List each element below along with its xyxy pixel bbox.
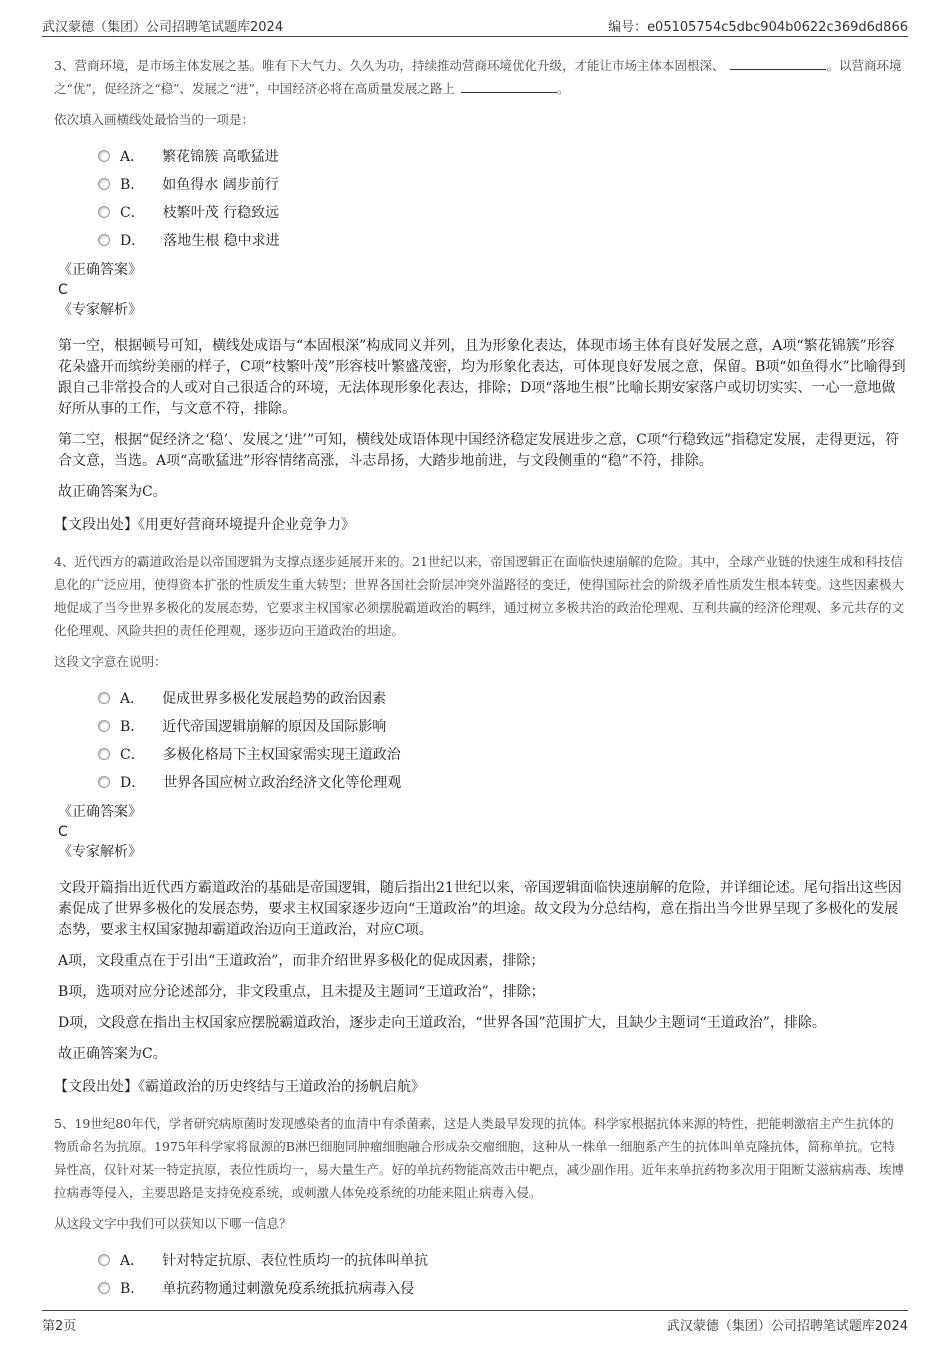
option-text: 单抗药物通过刺激免疫系统抵抗病毒入侵 (162, 1281, 415, 1297)
question-prompt: 从这段文字中我们可以获知以下哪一信息？ (54, 1216, 292, 1231)
option-d[interactable] (54, 768, 906, 796)
option-letter: C． (120, 205, 145, 221)
option-letter: B． (120, 719, 145, 735)
question-text-part: 3、营商环境，是市场主体发展之基。唯有下大气力、久久为功，持续推动营商环境优化升级，才能让市场主体本固根深、 (54, 58, 725, 73)
analysis-paragraph: 文段开篇指出近代西方霸道政治的基础是帝国逻辑，随后指出21世纪以来，帝国逻辑面临快速崩解的危险，并详细论述。尾句指出这些因素促成了世界多极化的发展态势，要求主权国家逐步迈向“王道政治”的坦途。故文段为分总结构，意在指出当今世界呈现了多极化的发展态势，要求主权国家抛却霸道政治迈向王道政治，对应C项。 (58, 880, 902, 938)
option-d[interactable] (54, 226, 906, 254)
option-text: 促成世界多极化发展趋势的政治因素 (162, 691, 387, 707)
header-title: 武汉蒙德（集团）公司招聘笔试题库2024 (42, 20, 284, 35)
option-letter: D． (120, 233, 146, 249)
expert-label: 《专家解析》 (58, 844, 142, 860)
option-letter: A． (120, 1253, 145, 1269)
option-b[interactable] (54, 170, 906, 198)
question-5 (54, 1112, 906, 1302)
answer-value: C (58, 282, 68, 298)
radio-icon[interactable] (98, 150, 110, 162)
radio-icon[interactable] (98, 720, 110, 732)
analysis-paragraph: A项，文段重点在于引出“王道政治”，而非介绍世界多极化的促成因素，排除； (58, 953, 545, 969)
radio-icon[interactable] (98, 206, 110, 218)
option-b[interactable] (54, 1274, 906, 1302)
analysis-paragraph: B项，选项对应分论述部分，非文段重点，且未提及主题词“王道政治”，排除； (58, 984, 545, 1000)
option-text: 近代帝国逻辑崩解的原因及国际影响 (162, 719, 387, 735)
answer-value: C (58, 824, 68, 840)
option-letter: B． (120, 177, 145, 193)
expert-label: 《专家解析》 (58, 302, 142, 318)
option-text: 落地生根 稳中求进 (163, 233, 280, 249)
page-header (42, 14, 908, 37)
option-letter: C． (120, 747, 145, 763)
radio-icon[interactable] (98, 1254, 110, 1266)
option-a[interactable] (54, 142, 906, 170)
option-letter: D． (120, 775, 146, 791)
footer-title: 武汉蒙德（集团）公司招聘笔试题库2024 (666, 1319, 908, 1334)
header-serial: 编号：e05105754c5dbc904b0622c369d6d866 (608, 20, 908, 35)
option-a[interactable] (54, 1246, 906, 1274)
question-text: 4、近代西方的霸道政治是以帝国逻辑为支撑点逐步延展开来的。21世纪以来，帝国逻辑正在面临快速崩解的危险。其中，全球产业链的快速生成和科技信息化的广泛应用，使得资本扩张的性质发生重大转型；世界各国社会阶层冲突外溢路径的变迁，使得国际社会的阶级矛盾性质发生根本转变。这些因素极大地促成了当今世界多极化的发展态势，它要求主权国家必须摆脱霸道政治的羁绊，通过树立多极共治的政治伦理观、互利共赢的经济伦理观、多元共存的文化伦理观、风险共担的责任伦理观，逐步迈向王道政治的坦途。 (54, 554, 905, 638)
radio-icon[interactable] (98, 748, 110, 760)
source-citation: 【文段出处】《霸道政治的历史终结与王道政治的扬帆启航》 (54, 1079, 425, 1095)
page-number: 第2页 (42, 1319, 77, 1334)
question-prompt: 依次填入画横线处最恰当的一项是： (54, 112, 255, 127)
option-letter: A． (120, 691, 145, 707)
answer-label: 《正确答案》 (58, 804, 142, 820)
question-3 (54, 54, 906, 536)
page-footer (42, 1310, 908, 1335)
option-text: 多极化格局下主权国家需实现王道政治 (162, 747, 401, 763)
option-text: 枝繁叶茂 行稳致远 (162, 205, 280, 221)
analysis-paragraph: 第二空，根据“促经济之‘稳’、发展之‘进’”可知，横线处成语体现中国经济稳定发展进步之意，C项“行稳致远”指稳定发展，走得更远，符合文意，当选。A项“高歌猛进”形容情绪高涨，斗志昂扬，大踏步地前进，与文段侧重的“稳”不符，排除。 (58, 432, 900, 469)
option-letter: A． (120, 149, 145, 165)
question-text-part: 。 (556, 81, 570, 96)
source-citation: 【文段出处】《用更好营商环境提升企业竞争力》 (54, 517, 355, 533)
option-a[interactable] (54, 684, 906, 712)
radio-icon[interactable] (98, 692, 110, 704)
question-4 (54, 550, 906, 1098)
blank-line (730, 57, 826, 70)
main-content (54, 54, 906, 1302)
blank-line (461, 80, 557, 93)
analysis-paragraph: D项，文段意在指出主权国家应摆脱霸道政治，逐步走向王道政治，“世界各国”范围扩大，且缺少主题词“王道政治”，排除。 (58, 1015, 826, 1031)
radio-icon[interactable] (98, 178, 110, 190)
question-text: 5、19世纪80年代，学者研究病原菌时发现感染者的血清中有杀菌素，这是人类最早发现的抗体。科学家根据抗体来源的特性，把能刺激宿主产生抗体的物质命名为抗原。1975年科学家将鼠源的B淋巴细胞同肿瘤细胞融合形成杂交瘤细胞，这种从一株单一细胞系产生的抗体叫单克隆抗体，简称单抗。它特异性高，仅针对某一特定抗原，表位性质均一，易大量生产。好的单抗药物能高效击中靶点，减少副作用。近年来单抗药物多次用于阻断艾滋病病毒、埃博拉病毒等侵入，主要思路是支持免疫系统，或刺激人体免疫系统的功能来阻止病毒入侵。 (54, 1116, 905, 1200)
option-c[interactable] (54, 740, 906, 768)
radio-icon[interactable] (98, 776, 110, 788)
question-prompt: 这段文字意在说明： (54, 654, 167, 669)
analysis-paragraph: 故正确答案为C。 (58, 1046, 167, 1062)
option-text: 世界各国应树立政治经济文化等伦理观 (163, 775, 402, 791)
option-text: 如鱼得水 阔步前行 (162, 177, 279, 193)
analysis-paragraph: 故正确答案为C。 (58, 484, 167, 500)
option-letter: B． (120, 1281, 145, 1297)
option-c[interactable] (54, 198, 906, 226)
option-b[interactable] (54, 712, 906, 740)
option-text: 繁花锦簇 高歌猛进 (162, 149, 279, 165)
question-text (54, 54, 906, 100)
radio-icon[interactable] (98, 1282, 110, 1294)
question-text-part: 。以营商环境之“优”，促经济之“稳”、发展之“进”，中国经济必将在高质量发展之路上 (54, 58, 902, 96)
answer-label: 《正确答案》 (58, 262, 142, 278)
option-text: 针对特定抗原、表位性质均一的抗体叫单抗 (162, 1253, 429, 1269)
radio-icon[interactable] (98, 234, 110, 246)
analysis-paragraph: 第一空，根据顿号可知，横线处成语与“本固根深”构成同义并列，且为形象化表达，体现市场主体有良好发展之意，A项“繁花锦簇”形容花朵盛开而缤纷美丽的样子，C项“枝繁叶茂”形容枝叶繁盛茂密，均为形象化表达，可体现良好发展之意，保留。B项“如鱼得水”比喻得到跟自己非常投合的人或对自己很适合的环境，无法体现形象化表达，排除；D项“落地生根”比喻长期安家落户或切切实实、一心一意地做好所从事的工作，与文意不符，排除。 (58, 338, 906, 417)
